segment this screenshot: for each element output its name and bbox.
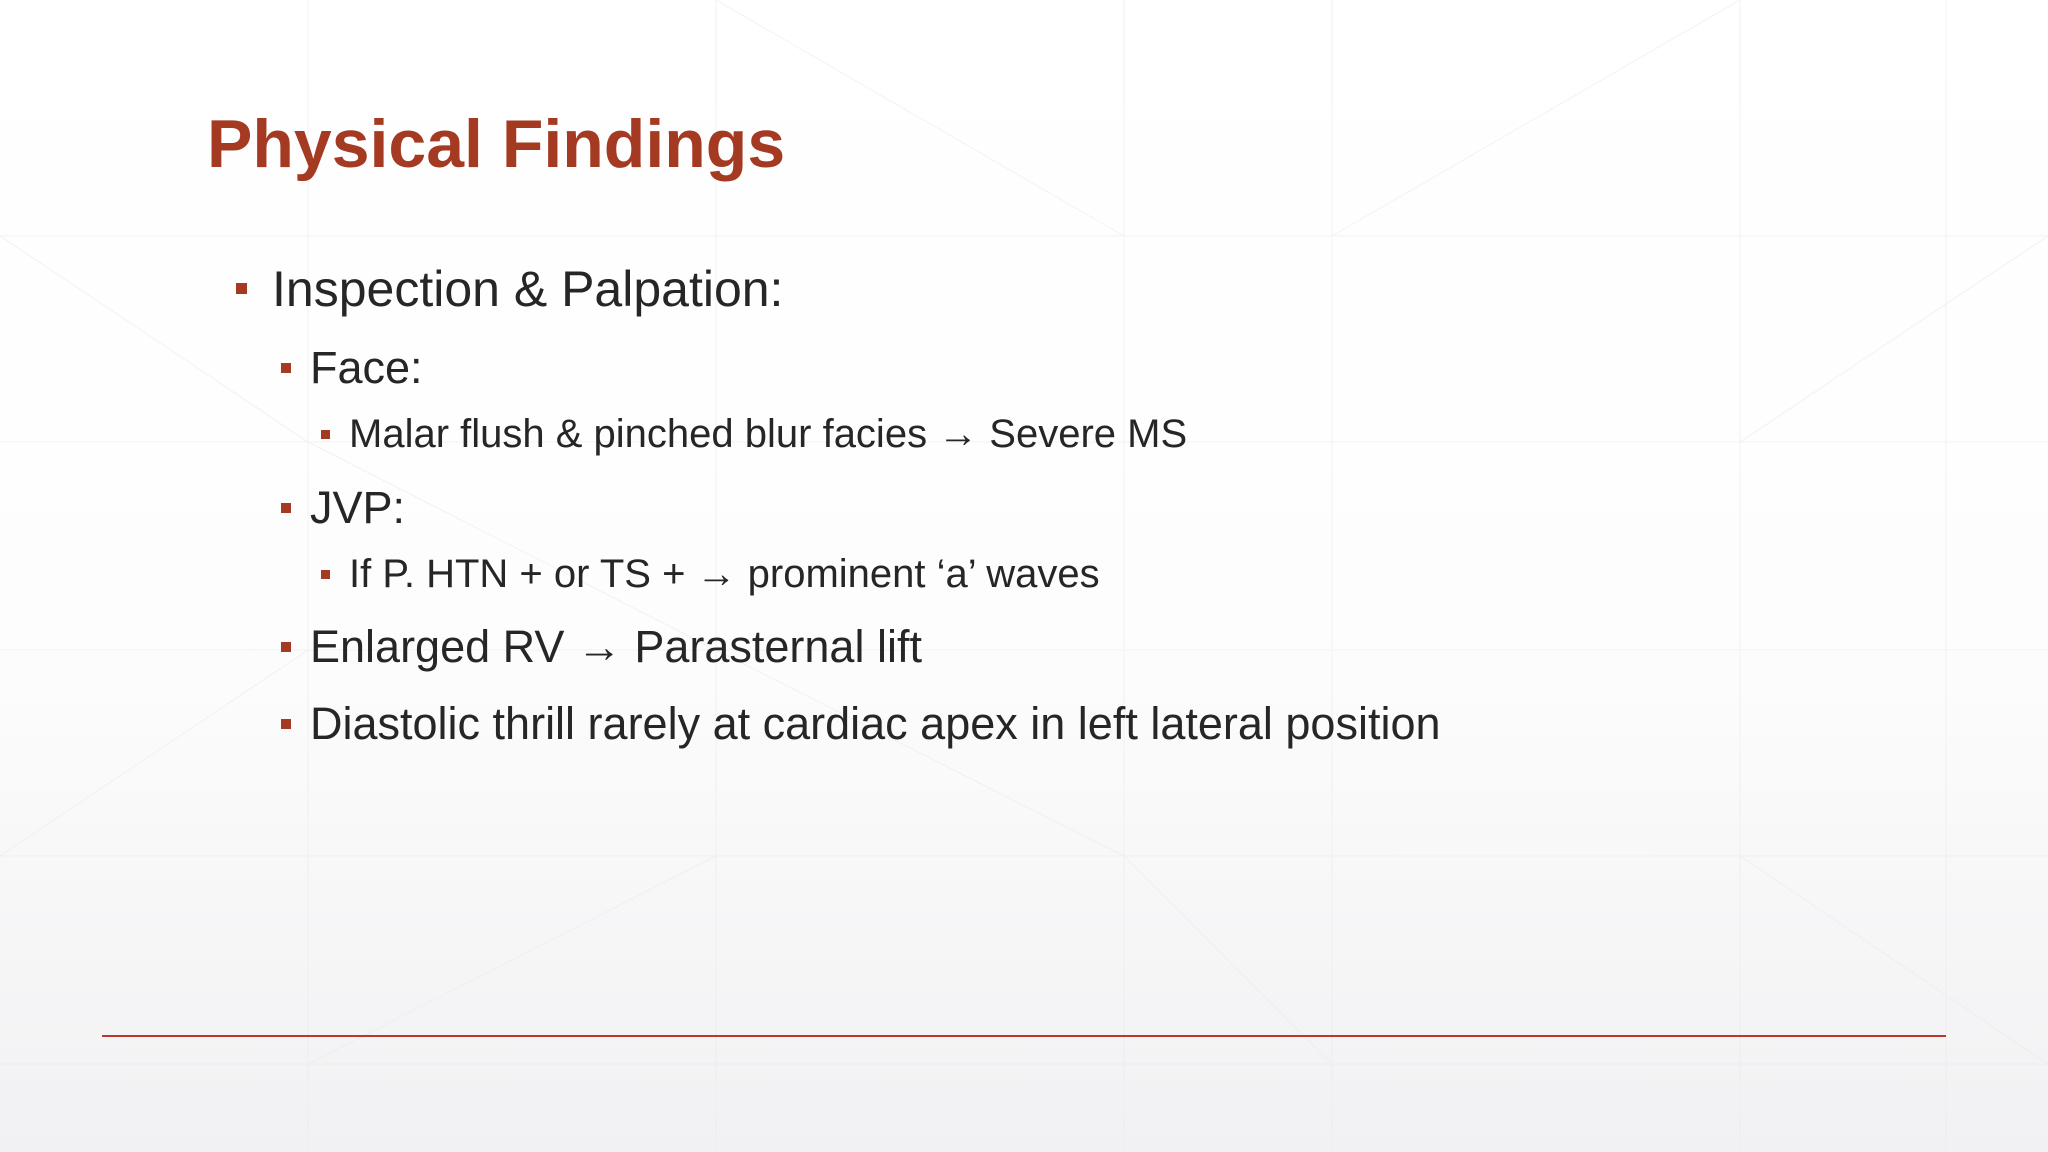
square-bullet-icon xyxy=(281,642,291,652)
square-bullet-icon xyxy=(321,430,330,439)
bullet-htn-a-waves xyxy=(349,549,1100,599)
square-bullet-icon xyxy=(281,719,291,729)
square-bullet-icon xyxy=(281,503,291,513)
bullet-text: Malar flush & pinched blur facies → Severe MS xyxy=(349,412,1188,456)
bullet-text: Inspection & Palpation: xyxy=(272,261,784,317)
bullet-text: Enlarged RV → Parasternal lift xyxy=(310,621,922,672)
square-bullet-icon xyxy=(281,363,291,373)
square-bullet-icon xyxy=(236,283,247,294)
bullet-enlarged-rv xyxy=(310,619,922,675)
slide-title: Physical Findings xyxy=(207,106,786,182)
bullet-text: Diastolic thrill rarely at cardiac apex in left lateral position xyxy=(310,698,1441,749)
bullet-inspection-palpation xyxy=(272,258,783,320)
bullet-diastolic-thrill xyxy=(310,696,1441,752)
bullet-jvp xyxy=(310,480,405,536)
bullet-face xyxy=(310,340,423,396)
bullet-text: Face: xyxy=(310,342,423,393)
bullet-malar-flush xyxy=(349,409,1187,459)
square-bullet-icon xyxy=(321,570,330,579)
bullet-text: JVP: xyxy=(310,482,406,533)
footer-divider xyxy=(102,1035,1946,1037)
bullet-text: If P. HTN + or TS + → prominent ‘a’ waves xyxy=(349,552,1100,596)
